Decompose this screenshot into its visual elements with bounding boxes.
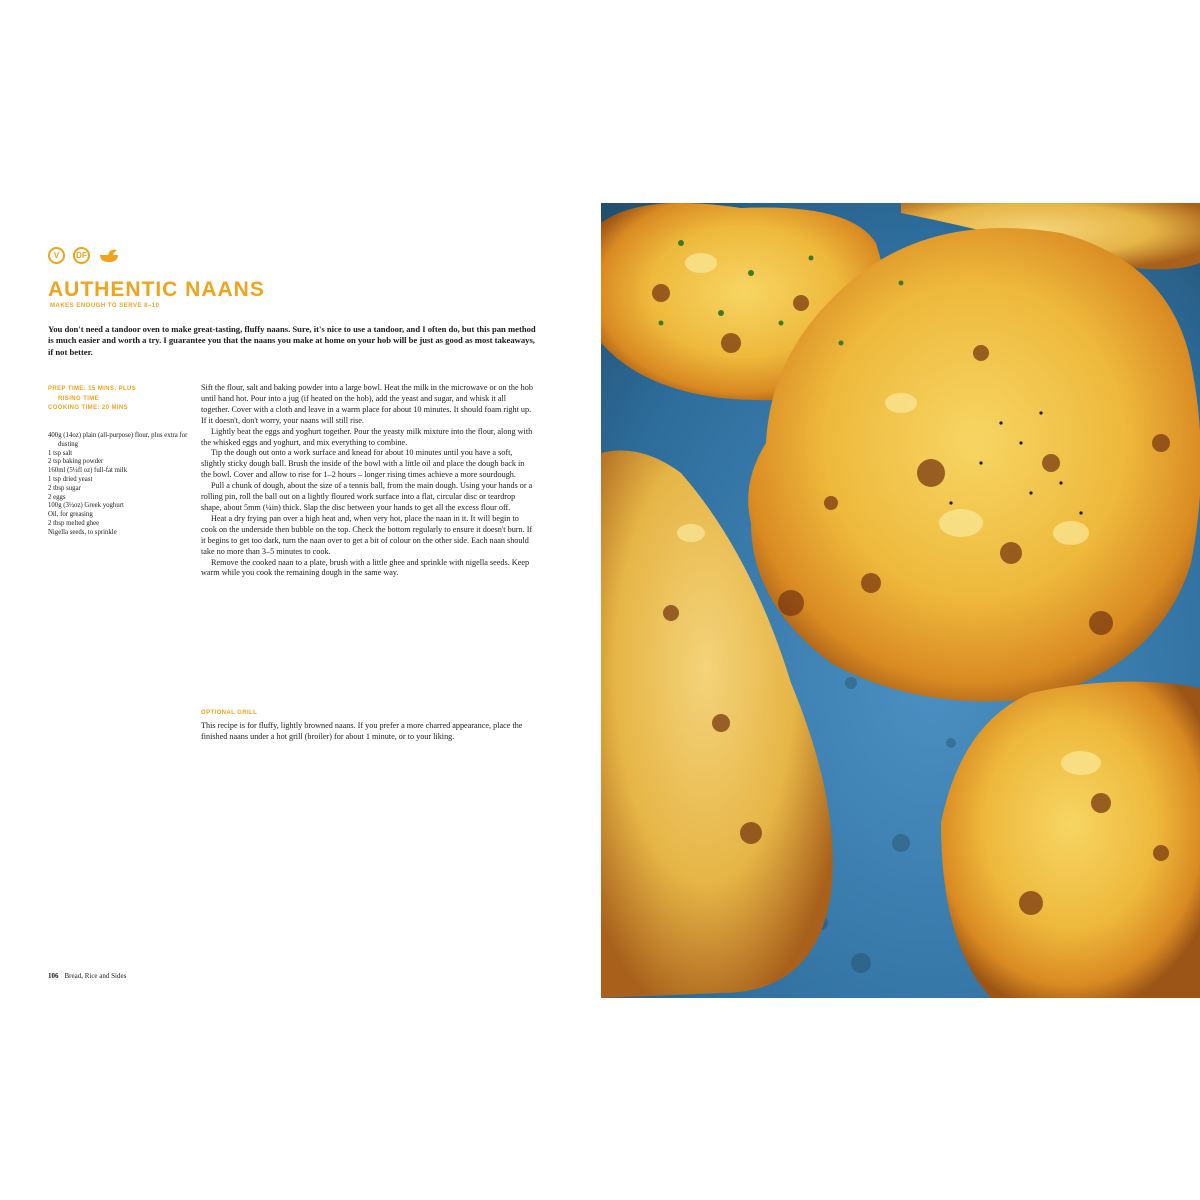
ingredient-item: 2 tbsp sugar — [48, 484, 81, 492]
chef-hat-icon — [98, 246, 120, 264]
recipe-title: AUTHENTIC NAANS — [48, 278, 265, 301]
naan-illustration — [601, 203, 1200, 998]
section-name: Bread, Rice and Sides — [64, 972, 127, 980]
ingredient-item: 2 eggs — [48, 493, 66, 501]
ingredient-item: Nigella seeds, to sprinkle — [48, 528, 117, 536]
ingredient-item: 400g (14oz) plain (all-purpose) flour, plus extra for dusting — [48, 432, 188, 448]
ingredient-list — [48, 432, 188, 538]
naan-photo — [601, 203, 1200, 998]
method-step: Remove the cooked naan to a plate, brush with a little ghee and sprinkle with nigella seeds. Keep warm while you cook the remaining dough in the same way. — [201, 557, 530, 578]
method-steps — [201, 383, 536, 579]
method-step: Sift the flour, salt and baking powder into a large bowl. Heat the milk in the microwave or on the hob until hand hot. Pour into a jug (if heated on the hob), add the yeast and sugar, and whisk it all together. Cover with a cloth and leave in a warm place for about 10 minutes. It should foam right up. If it doesn't, don't worry, your naans will still rise. — [201, 383, 533, 425]
recipe-times — [48, 385, 188, 414]
page-footer — [48, 972, 126, 980]
recipe-intro: You don't need a tandoor oven to make great-tasting, fluffy naans. Sure, it's nice to use a tandoor, and I often do, but this pan method is much easier and worth a try. I guarantee you that the naans you make at home on your hob will be just as good as most takeaways, if not better. — [48, 324, 536, 357]
serving-size: MAKES ENOUGH TO SERVE 8–10 — [50, 303, 160, 309]
ingredient-item: 1 tsp dried yeast — [48, 475, 93, 483]
prep-time: PREP TIME: 15 MINS, PLUS — [48, 386, 137, 392]
ingredient-item: 160ml (5¼fl oz) full-fat milk — [48, 467, 128, 475]
ingredient-item: 1 tsp salt — [48, 449, 73, 457]
ingredient-item: Oil, for greasing — [48, 511, 93, 519]
dairy-free-icon: DF — [73, 247, 90, 264]
ingredient-item: 2 tbsp melted ghee — [48, 519, 100, 527]
method-step: Lightly beat the eggs and yoghurt together. Pour the yeasty milk mixture into the flour, along with the whisked eggs and yoghurt, and mix everything to combine. — [201, 426, 533, 447]
rising-time: RISING TIME — [58, 395, 100, 402]
vegetarian-icon: V — [48, 247, 65, 264]
ingredient-item: 2 tsp baking powder — [48, 458, 104, 466]
method-step: Tip the dough out onto a work surface and knead for about 10 minutes until you have a soft, slightly sticky dough ball. Brush the inside of the bowl with a little oil and place the dough back in the bowl. Cover and allow to rise for 1–2 hours – longer rising times achieve a more sourdough. — [201, 448, 525, 480]
recipe-icons — [48, 246, 120, 264]
ingredient-item: 100g (3½oz) Greek yoghurt — [48, 502, 124, 510]
method-step: Heat a dry frying pan over a high heat and, when very hot, place the naan in it. It will begin to cook on the underside then bubble on the top. Check the bottom regularly to ensure it doesn't burn. If it begins to get too dark, turn the naan over to get a bit of colour on the other side. Each naan should take no more than 3–5 minutes to cook. — [201, 513, 533, 556]
page-number: 106 — [48, 972, 59, 980]
cooking-time: COOKING TIME: 20 MINS — [48, 405, 129, 411]
method-step: Pull a chunk of dough, about the size of a tennis ball, from the main dough. Using your hands or a rolling pin, roll the ball out on a lightly floured work surface into a flat, circular disc or teardrop shape, about 5mm (¼in) thick. Slap the disc between your hands to get all the excess flour off. — [201, 481, 533, 512]
tip-heading: OPTIONAL GRILL — [201, 710, 258, 716]
tip-text: This recipe is for fluffy, lightly browned naans. If you prefer a more charred appearance, place the finished naans under a hot grill (broiler) for about 1 minute, or to your liking. — [201, 721, 523, 741]
